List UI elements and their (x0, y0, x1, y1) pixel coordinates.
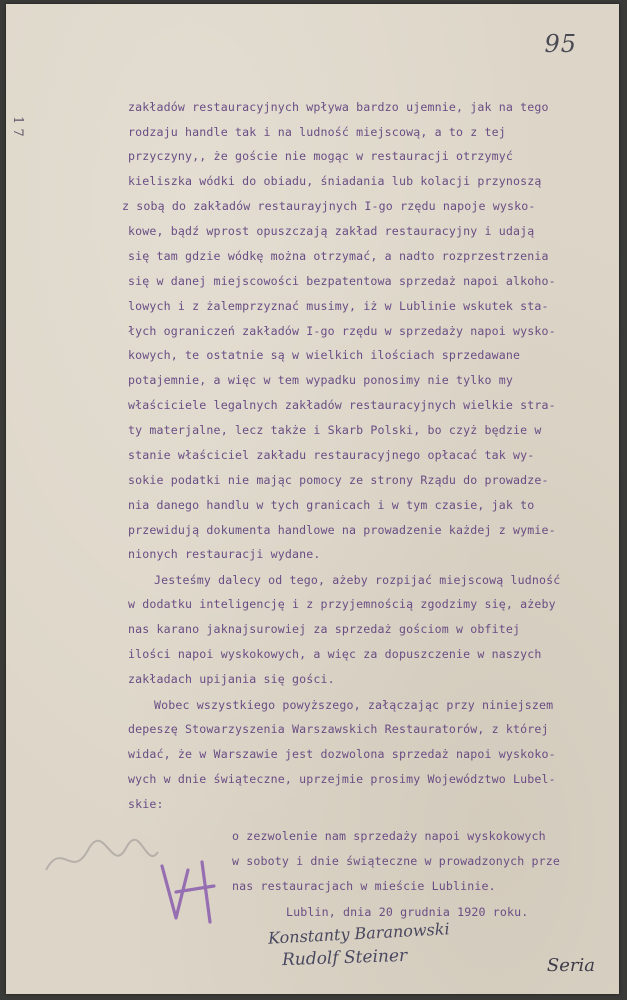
text-line: przewidują dokumenta handlowe na prowadzenie każdej z wymie- (128, 523, 556, 537)
text-line: Lublin, dnia 20 grudnia 1920 roku. (286, 905, 529, 919)
text-line: zakładach upijania się gości. (128, 672, 335, 686)
text-line: się tam gdzie wódkę można otrzymać, a nadto rozprzestrzenia (128, 249, 549, 263)
corner-initial: Seria (546, 955, 595, 976)
text-line: wych w dnie świąteczne, uprzejmie prosimy Województwo Lubel- (128, 772, 556, 786)
text-line: kieliszka wódki do obiadu, śniadania lub kolacji przynoszą (128, 174, 542, 188)
text-line: się w danej miejscowości bezpatentowa sprzedaż napoi alkoho- (128, 274, 556, 288)
text-line: nas karano jaknajsurowiej za sprzedaż gościom w obfitej (128, 622, 521, 636)
text-line: nas restauracjach w mieście Lublinie. (232, 879, 496, 893)
text-line: sokie podatki nie mając pomocy ze strony Rządu do prowadze- (128, 473, 549, 487)
text-line: kowe, bądź wprost opuszczają zakład restauracyjny i udają (128, 224, 535, 238)
signature-second: Rudolf Steiner (281, 945, 408, 971)
text-line: z sobą do zakładów restaurayjnych I-go rzędu napoje wysko- (122, 199, 536, 213)
text-line: skie: (128, 797, 164, 811)
text-line: stanie właściciel zakładu restauracyjnego opłacać tak wy- (128, 448, 535, 462)
text-line: kowych, te ostatnie są w wielkich ilościach sprzedawane (128, 348, 521, 362)
text-line: nia danego handlu w tych granicach i w tym czasie, jak to (128, 498, 535, 512)
page-number: 95 (544, 30, 577, 58)
text-line: Jesteśmy dalecy od tego, ażeby rozpijać miejscową ludność (154, 573, 561, 587)
text-line: depeszę Stowarzyszenia Warszawskich Restauratorów, z której (128, 722, 549, 736)
text-line: zakładów restauracyjnych wpływa bardzo ujemnie, jak na tego (128, 100, 549, 114)
text-line: widać, że w Warszawie jest dozwolona sprzedaż napoi wyskoko- (128, 747, 556, 761)
text-line: w dodatku inteligencję i z przyjemnością zgodzimy się, ażeby (128, 597, 556, 611)
document-page (6, 4, 619, 994)
text-line: ilości napoi wyskokowych, a więc za dopuszczenie w naszych (128, 647, 542, 661)
text-line: Wobec wszystkiego powyższego, załączając przy niniejszem (154, 698, 554, 712)
text-line: właściciele legalnych zakładów restauracyjnych wielkie stra- (128, 398, 556, 412)
text-line: lowych i z żalemprzyznać musimy, iż w Lublinie wskutek sta- (128, 299, 549, 313)
text-line: nionych restauracji wydane. (128, 547, 321, 561)
text-line: w soboty i dnie świąteczne w prowadzonych prze (232, 854, 560, 868)
text-line: łych ograniczeń zakładów I-go rzędu w sprzedaży napoi wysko- (128, 324, 556, 338)
bleed-through-scribble (42, 830, 162, 890)
text-line: przyczyny,, że goście nie mogąc w restauracji otrzymyć (128, 149, 514, 163)
text-line: potajemnie, a więc w tem wypadku ponosimy nie tylko my (128, 373, 514, 387)
margin-mark: 1 7 (10, 116, 25, 137)
text-line: o zezwolenie nam sprzedaży napoi wyskokowych (232, 829, 546, 843)
purple-annotation-mark (154, 852, 234, 932)
signature-first: Konstanty Baranowski (267, 919, 451, 948)
text-line: rodzaju handle tak i na ludność miejscową, a to z tej (128, 125, 506, 139)
text-line: ty materjalne, lecz także i Skarb Polski, bo czyż będzie w (128, 423, 542, 437)
